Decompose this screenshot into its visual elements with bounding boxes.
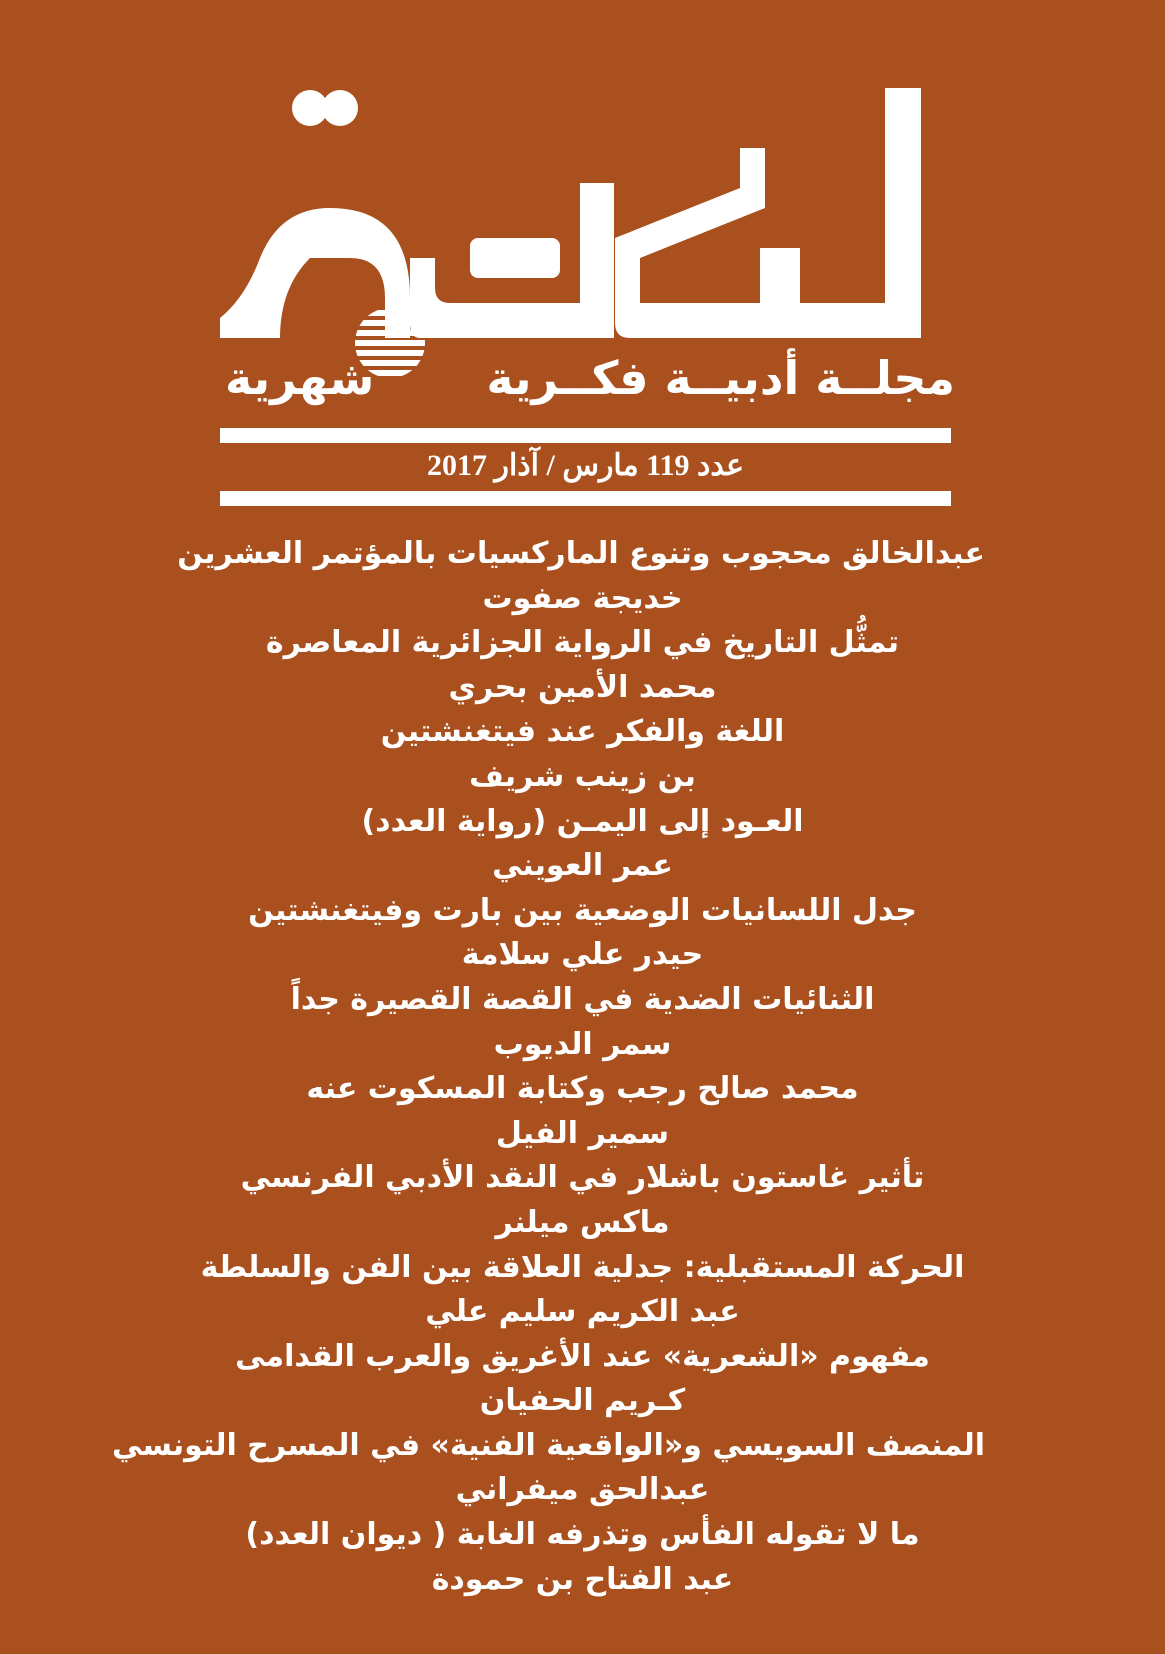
- article-author: سمير الفيل: [495, 1115, 670, 1151]
- article-author: كـريم الحفيان: [479, 1383, 686, 1419]
- list-item: [180, 1513, 985, 1602]
- article-title: مفهوم «الشعرية» عند الأغريق والعرب القدامى: [235, 1338, 930, 1374]
- article-author: سمر الديوب: [493, 1026, 672, 1062]
- article-author: عمر العويني: [492, 848, 673, 884]
- article-author: محمد الأمين بحري: [448, 669, 717, 705]
- list-item: [180, 889, 985, 978]
- article-title: الثنائيات الضدية في القصة القصيرة جداً: [290, 981, 875, 1017]
- list-item: [112, 1424, 985, 1513]
- list-item: [180, 978, 985, 1067]
- article-title: تأثير غاستون باشلار في النقد الأدبي الفرنسي: [240, 1160, 925, 1196]
- article-title: جدل اللسانيات الوضعية بين بارت وفيتغنشتين: [248, 892, 917, 928]
- top-divider: [220, 428, 951, 443]
- list-item: [180, 1156, 985, 1245]
- article-title: المنصف السويسي و«الواقعية الفنية» في المسرح التونسي: [112, 1427, 985, 1463]
- list-item: [180, 710, 985, 799]
- article-author: عبد الفتاح بن حمودة: [431, 1561, 734, 1597]
- article-author: عبد الكريم سليم علي: [425, 1294, 740, 1330]
- article-title: محمد صالح رجب وكتابة المسكوت عنه: [306, 1071, 859, 1107]
- article-title: ما لا تقوله الفأس وتذرفه الغابة ( ديوان العدد): [245, 1517, 920, 1553]
- list-item: [180, 800, 985, 889]
- list-item: [177, 532, 985, 621]
- list-item: [180, 1067, 985, 1156]
- article-author: حيدر علي سلامة: [461, 937, 704, 973]
- article-title: اللغة والفكر عند فيتغنشتين: [380, 714, 785, 750]
- article-author: عبدالحق ميفراني: [455, 1472, 710, 1508]
- article-title: عبدالخالق محجوب وتنوع الماركسيات بالمؤتمر العشرين: [177, 536, 985, 571]
- article-title: الحركة المستقبلية: جدلية العلاقة بين الفن والسلطة: [200, 1249, 965, 1285]
- article-author: خديجة صفوت: [482, 580, 683, 616]
- issue-line: عدد 119 مارس / آذار 2017: [426, 449, 745, 482]
- table-of-contents: [112, 532, 985, 1602]
- subtitle-frequency: شهرية: [225, 351, 375, 405]
- article-author: بن زينب شريف: [469, 758, 696, 794]
- subtitle-main: مجلــة أدبيــة فكــرية: [486, 351, 955, 405]
- logo-text: الكلمة: [567, 250, 593, 261]
- article-author: ماكس ميلنر: [495, 1204, 670, 1240]
- list-item: [180, 621, 985, 710]
- article-title: تمثُّل التاريخ في الرواية الجزائرية المعاصرة: [265, 625, 900, 661]
- list-item: [180, 1246, 985, 1335]
- article-title: العـود إلى اليمـن (رواية العدد): [361, 803, 804, 839]
- bottom-divider: [220, 491, 951, 506]
- list-item: [180, 1335, 985, 1424]
